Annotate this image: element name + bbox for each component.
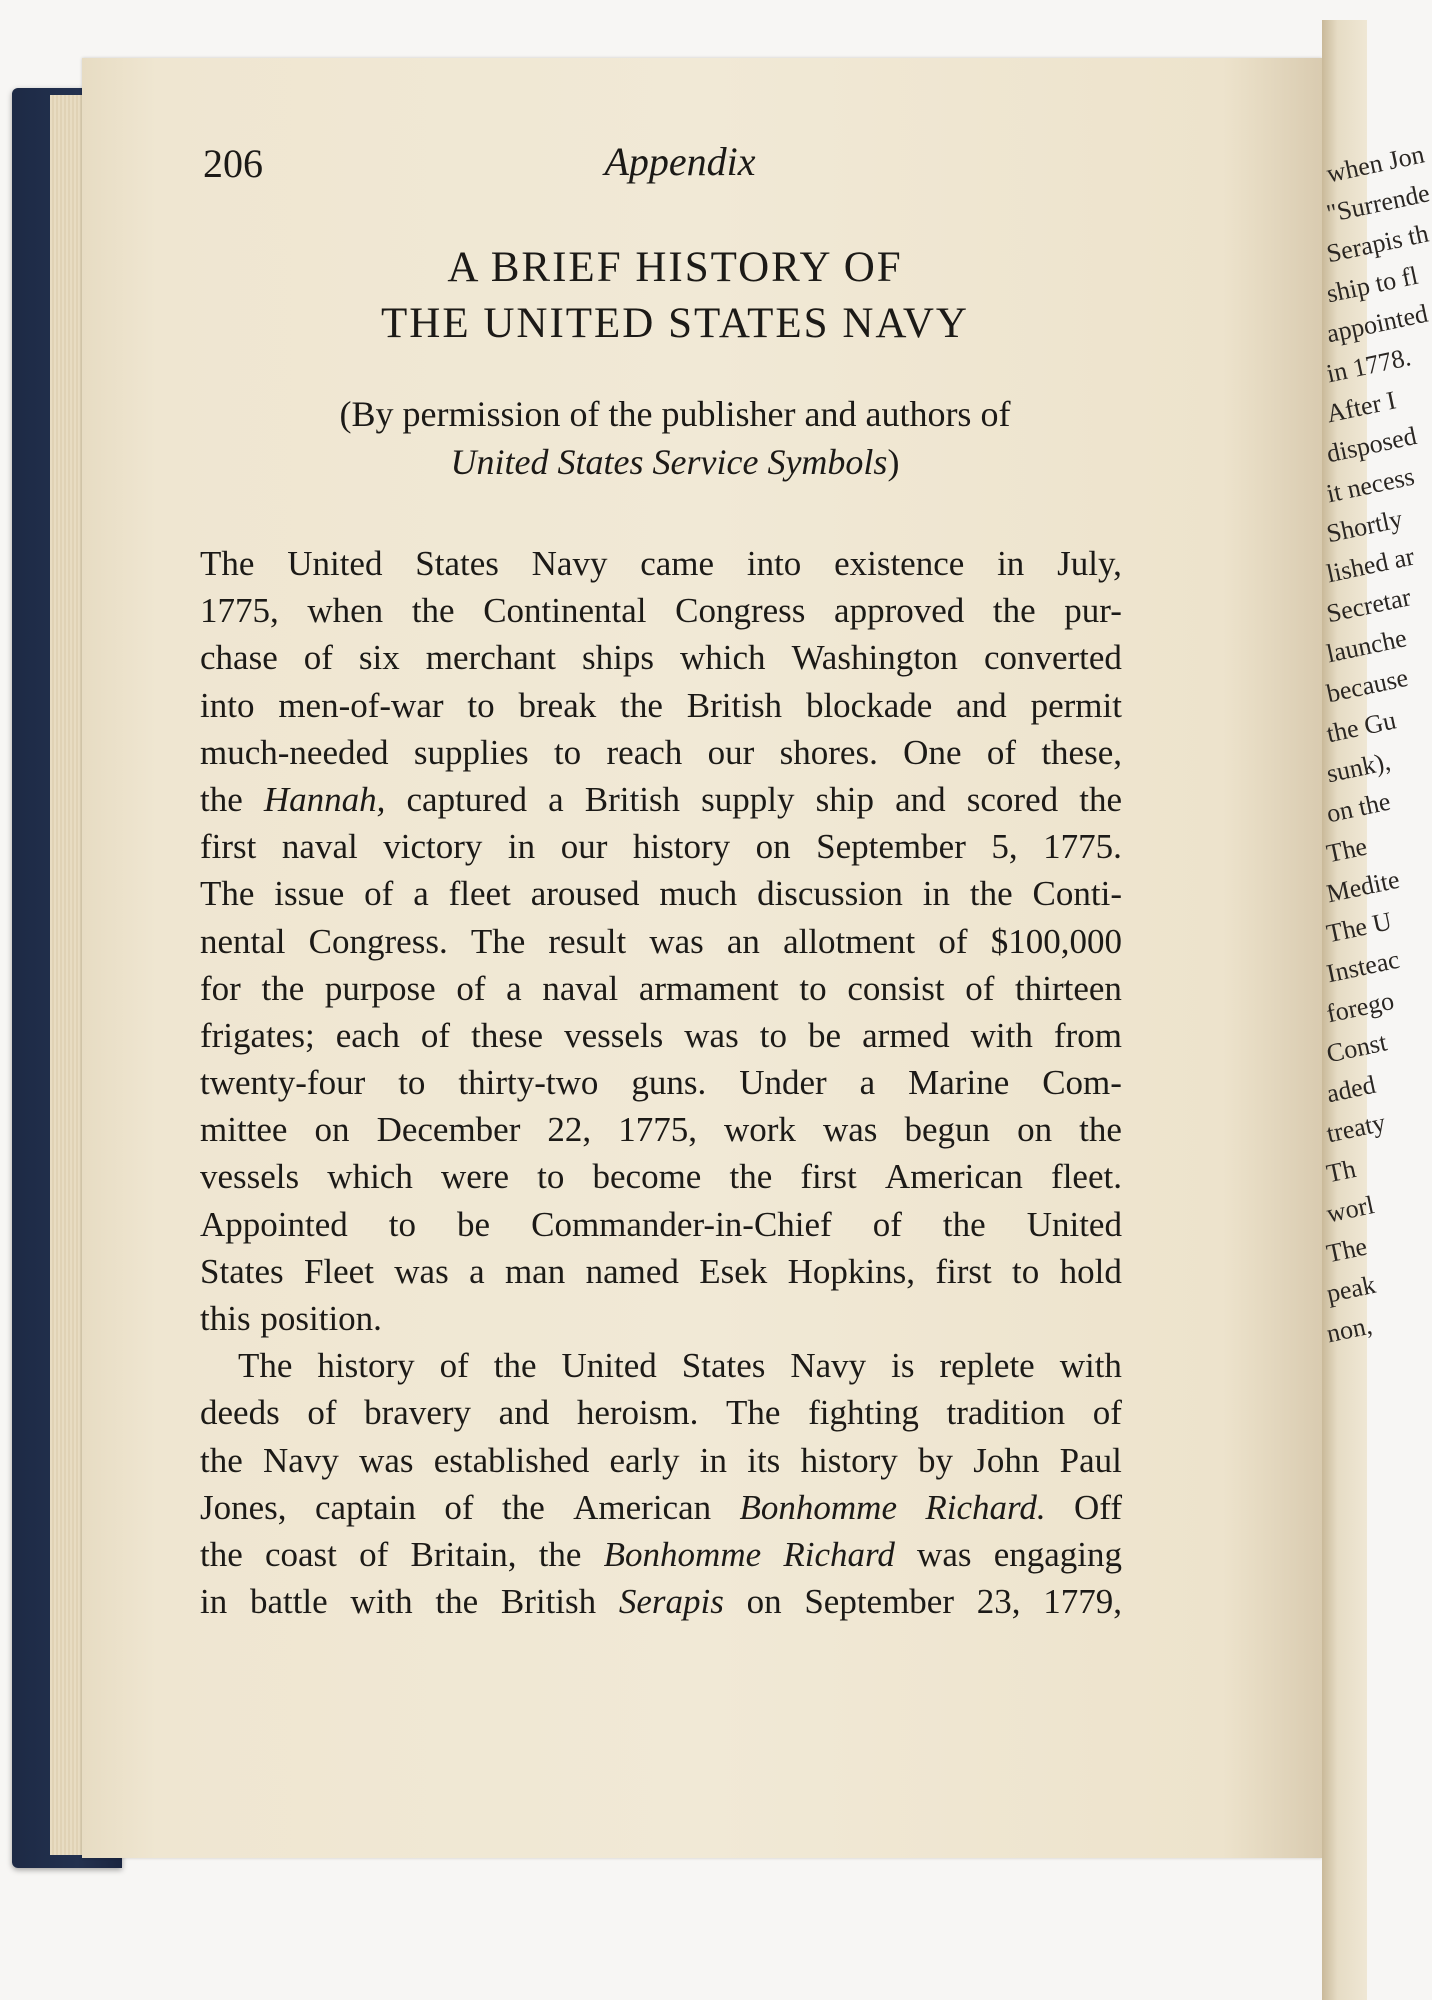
word: of (307, 1393, 337, 1433)
word: armed (862, 1015, 950, 1055)
word: history (317, 1346, 415, 1386)
word: guns. (631, 1063, 707, 1103)
adjacent-page-text: forego (1324, 985, 1397, 1029)
adjacent-page-text: sunk), (1324, 746, 1393, 789)
word: nental (200, 921, 286, 961)
word: the (261, 968, 305, 1008)
word: on (314, 1110, 350, 1150)
word: of (456, 968, 486, 1008)
adjacent-page-text: Th (1324, 1153, 1359, 1189)
word: chase (200, 638, 278, 678)
permission-line-2 (200, 438, 1150, 486)
text-line (200, 1295, 1122, 1342)
adjacent-page-text: Secretar (1324, 582, 1414, 629)
word: was (394, 1251, 449, 1291)
word: each (335, 1015, 400, 1055)
word: permit (1030, 685, 1122, 725)
word: the (1079, 779, 1122, 819)
adjacent-page-text: Insteac (1324, 944, 1403, 989)
word: was (684, 1015, 739, 1055)
word: of (965, 968, 995, 1008)
word: Esek (699, 1251, 768, 1291)
word: when (307, 591, 384, 631)
adjacent-page-text: lished ar (1324, 541, 1417, 589)
word: 1775, (200, 591, 279, 631)
word: Commander-in-Chief (531, 1204, 832, 1244)
word: victory (383, 827, 483, 867)
word: vessels (564, 1015, 664, 1055)
word: a (506, 968, 522, 1008)
word: pur- (1064, 591, 1122, 631)
word: replete (939, 1346, 1035, 1386)
word: The (200, 874, 255, 914)
permission-source-title: United States Service Symbols (450, 442, 888, 482)
text-line (200, 870, 1122, 917)
word: United (561, 1346, 657, 1386)
word: to (398, 1063, 426, 1103)
word: 23, (976, 1582, 1021, 1622)
adjacent-page-text: disposed (1324, 421, 1420, 469)
text-line (200, 1106, 1122, 1153)
adjacent-page-text: aded (1324, 1069, 1379, 1109)
word: this (200, 1299, 251, 1338)
word: named (585, 1251, 679, 1291)
word: to (799, 968, 827, 1008)
word: these (471, 1015, 544, 1055)
word: and (956, 685, 1007, 725)
adjacent-page-text: Medite (1324, 864, 1403, 909)
word: September (804, 1582, 954, 1622)
word: The (470, 921, 526, 961)
word: engaging (993, 1534, 1122, 1574)
word: of (420, 1015, 451, 1055)
word: consist (847, 968, 945, 1008)
word: were (440, 1157, 509, 1197)
text-line (200, 1389, 1122, 1436)
word: with (1059, 1346, 1122, 1386)
word: first (935, 1251, 992, 1291)
word: in (200, 1582, 228, 1622)
adjacent-page-text: worl (1324, 1190, 1377, 1229)
permission-note (200, 390, 1150, 486)
word: converted (983, 638, 1122, 678)
word: the (501, 1487, 545, 1527)
word: aroused (530, 874, 640, 914)
word: the (729, 1157, 773, 1197)
word: discussion (757, 874, 903, 914)
body-text (200, 540, 1122, 1625)
adjacent-page-text: The (1324, 831, 1370, 869)
adjacent-page-text: "Surrende (1324, 178, 1432, 229)
word: from (1053, 1015, 1122, 1055)
word: December (376, 1110, 521, 1150)
word: our (560, 827, 608, 867)
adjacent-page-text: peak (1324, 1269, 1379, 1309)
word: Marine (908, 1063, 1010, 1103)
word: break (518, 685, 597, 725)
word: vessels (200, 1157, 300, 1197)
text-line (200, 918, 1122, 965)
text-line (200, 823, 1122, 870)
word: fleet. (1051, 1157, 1122, 1197)
word: on (1017, 1110, 1053, 1150)
word: the (538, 1534, 582, 1574)
word: 1775, (618, 1110, 697, 1150)
word: of (359, 1534, 389, 1574)
word: the (992, 591, 1036, 631)
word: in (699, 1440, 727, 1480)
word: Navy (790, 1346, 867, 1386)
adjacent-page-edge (1322, 20, 1432, 2000)
word: become (592, 1157, 702, 1197)
text-line (200, 776, 1122, 823)
word: reach (606, 732, 683, 772)
word: for (200, 968, 241, 1008)
word: Fleet (303, 1251, 374, 1291)
word: States (681, 1346, 766, 1386)
word: armament (638, 968, 779, 1008)
word: American (884, 1157, 1023, 1197)
word: to (759, 1015, 787, 1055)
word: thirty-two (458, 1063, 599, 1103)
word: supplies (413, 732, 529, 772)
word: into (746, 544, 802, 583)
word: scored (966, 779, 1059, 819)
word: United (287, 544, 383, 583)
word: in (922, 874, 951, 914)
word: the (435, 1582, 479, 1622)
word: with (970, 1015, 1033, 1055)
word: much-needed (200, 732, 389, 772)
word: 22, (547, 1110, 592, 1150)
word: of (444, 1487, 474, 1527)
word: Serapis (618, 1582, 724, 1622)
word: merchant (425, 638, 557, 678)
word: captain (314, 1487, 416, 1527)
word: 5, (991, 827, 1018, 867)
adjacent-page-text: launche (1324, 623, 1410, 669)
word: early (609, 1440, 680, 1480)
word: came (640, 544, 715, 583)
text-line (200, 1531, 1122, 1578)
text-line (200, 682, 1122, 729)
text-line (200, 1484, 1122, 1531)
word: Hannah, (263, 779, 386, 819)
word: of (439, 1346, 469, 1386)
text-line (200, 729, 1122, 776)
word: blockade (805, 685, 933, 725)
word: The (238, 1346, 293, 1386)
word: British (686, 685, 783, 725)
word: which (680, 638, 766, 678)
adjacent-page-text: in 1778. (1324, 342, 1414, 389)
word: Conti- (1032, 874, 1122, 914)
word: allotment (783, 921, 916, 961)
word: naval (542, 968, 619, 1008)
word: first (800, 1157, 857, 1197)
word: our (707, 732, 755, 772)
word: heroism. (576, 1393, 699, 1433)
word: captured (406, 779, 527, 819)
word: to (1012, 1251, 1040, 1291)
word: of (938, 921, 968, 961)
word: coast (264, 1534, 337, 1574)
title-line-2: THE UNITED STATES NAVY (381, 300, 969, 347)
word: an (726, 921, 760, 961)
text-line (200, 1342, 1122, 1389)
word: Under (739, 1063, 827, 1103)
word: July, (1057, 544, 1122, 583)
word: is (891, 1346, 915, 1386)
word: Bonhomme (739, 1487, 897, 1527)
word: to (388, 1204, 417, 1244)
adjacent-page-text: because (1324, 662, 1411, 709)
title-line-1: A BRIEF HISTORY OF (447, 244, 903, 291)
adjacent-page-text: Const (1324, 1027, 1390, 1069)
adjacent-page-text: treaty (1324, 1107, 1388, 1149)
word: history (632, 827, 731, 867)
text-line (200, 1012, 1122, 1059)
word: and (498, 1393, 550, 1433)
word: mittee (200, 1110, 288, 1150)
word: issue (274, 874, 345, 914)
word: to (537, 1157, 565, 1197)
word: Bonhomme (603, 1534, 762, 1574)
adjacent-page-text: on the (1324, 786, 1393, 829)
word: the (411, 591, 455, 631)
word: Continental (483, 591, 647, 631)
word: twenty-four (200, 1063, 366, 1103)
text-line (200, 1059, 1122, 1106)
word: was (649, 921, 704, 961)
word: the (620, 685, 663, 725)
word: was (822, 1110, 878, 1150)
word: hold (1059, 1251, 1122, 1291)
word: on (746, 1582, 782, 1622)
word: Paul (1059, 1440, 1122, 1480)
word: bravery (364, 1393, 472, 1433)
word: first (200, 827, 257, 867)
word: purpose (324, 968, 436, 1008)
word: Richard. (925, 1487, 1046, 1527)
word: deeds (200, 1393, 280, 1433)
word: history (800, 1440, 898, 1480)
word: Navy (263, 1440, 339, 1480)
word: Appointed (200, 1204, 348, 1244)
text-line (200, 965, 1122, 1012)
adjacent-page-text: After I (1324, 385, 1399, 429)
adjacent-page-text: appointed (1324, 298, 1431, 349)
word: be (457, 1204, 491, 1244)
word: was (917, 1534, 972, 1574)
word: its (747, 1440, 781, 1480)
adjacent-page-text: ship to fl (1324, 260, 1421, 309)
text-line (200, 1578, 1122, 1625)
word: a (859, 1063, 876, 1103)
word: established (433, 1440, 590, 1480)
word: men-of-war (278, 685, 444, 725)
word: Richard (783, 1534, 895, 1574)
word: these, (1041, 732, 1122, 772)
adjacent-page-text: non, (1324, 1310, 1375, 1349)
word: result (548, 921, 627, 961)
adjacent-page-text: The U (1324, 906, 1395, 949)
word: British (584, 779, 681, 819)
word: the (493, 1346, 537, 1386)
word: $100,000 (990, 921, 1122, 961)
word: Congress. (308, 921, 448, 961)
text-line (200, 540, 1122, 587)
word: supply (701, 779, 795, 819)
word: by (918, 1440, 954, 1480)
word: to (553, 732, 582, 772)
word: existence (834, 544, 965, 583)
word: battle (249, 1582, 328, 1622)
text-line (200, 1248, 1122, 1295)
adjacent-page-text: The (1324, 1231, 1370, 1269)
word: with (350, 1582, 413, 1622)
word: approved (834, 591, 965, 631)
word: United (1026, 1204, 1122, 1244)
word: Com- (1042, 1063, 1122, 1103)
permission-line-1: (By permission of the publisher and authors of (339, 394, 1011, 434)
text-line (200, 634, 1122, 681)
word: fleet (448, 874, 511, 914)
word: ship (815, 779, 874, 819)
word: One (903, 732, 962, 772)
word: 1779, (1043, 1582, 1122, 1622)
word: September (816, 827, 966, 867)
word: into (200, 685, 255, 725)
word: ships (582, 638, 654, 678)
word: Navy (531, 544, 608, 583)
word: Washington (791, 638, 958, 678)
word: of (1092, 1393, 1122, 1433)
word: the (942, 1204, 986, 1244)
text-line (200, 587, 1122, 634)
word: on (755, 827, 791, 867)
word: of (872, 1204, 902, 1244)
word: Jones, (200, 1487, 287, 1527)
adjacent-page-text: Serapis th (1324, 218, 1432, 269)
chapter-title (200, 240, 1150, 352)
word: position. (260, 1299, 382, 1338)
word: begun (904, 1110, 991, 1150)
word: which (327, 1157, 413, 1197)
word: 1775. (1043, 827, 1122, 867)
adjacent-page-text: Shortly (1324, 504, 1405, 549)
word: shores. (779, 732, 878, 772)
text-line (200, 1153, 1122, 1200)
word: tradition (946, 1393, 1066, 1433)
word: much (659, 874, 738, 914)
word: the (200, 1440, 243, 1480)
word: Hopkins, (787, 1251, 915, 1291)
word: was (359, 1440, 414, 1480)
word: frigates; (200, 1015, 315, 1055)
word: the (1079, 1110, 1122, 1150)
word: John (973, 1440, 1040, 1480)
text-line (200, 1437, 1122, 1484)
adjacent-page-text: the Gu (1324, 705, 1399, 749)
word: of (303, 638, 333, 678)
word: man (504, 1251, 566, 1291)
word: British (500, 1582, 597, 1622)
word: States (200, 1251, 284, 1291)
word: in (507, 827, 536, 867)
adjacent-page-text: it necess (1324, 461, 1417, 509)
word: The (200, 544, 255, 583)
word: a (469, 1251, 485, 1291)
word: in (997, 544, 1025, 583)
word: fighting (808, 1393, 919, 1433)
word: naval (281, 827, 358, 867)
word: and (895, 779, 946, 819)
text-line (200, 1201, 1122, 1248)
word: thirteen (1015, 968, 1122, 1008)
word: of (364, 874, 394, 914)
word: the (200, 1534, 243, 1574)
adjacent-page-text: when Jon (1324, 139, 1427, 189)
word: a (413, 874, 429, 914)
word: Off (1074, 1487, 1122, 1527)
word: Congress (675, 591, 806, 631)
word: Britain, (410, 1534, 517, 1574)
word: States (415, 544, 499, 583)
running-head: Appendix (604, 139, 756, 184)
page-number: 206 (203, 141, 263, 186)
word: be (808, 1015, 842, 1055)
word: American (573, 1487, 712, 1527)
word: a (548, 779, 564, 819)
word: the (200, 779, 243, 819)
word: of (986, 732, 1016, 772)
word: to (467, 685, 495, 725)
word: the (969, 874, 1013, 914)
word: The (726, 1393, 781, 1433)
word: six (358, 638, 400, 678)
permission-close: ) (887, 442, 900, 482)
word: work (724, 1110, 796, 1150)
